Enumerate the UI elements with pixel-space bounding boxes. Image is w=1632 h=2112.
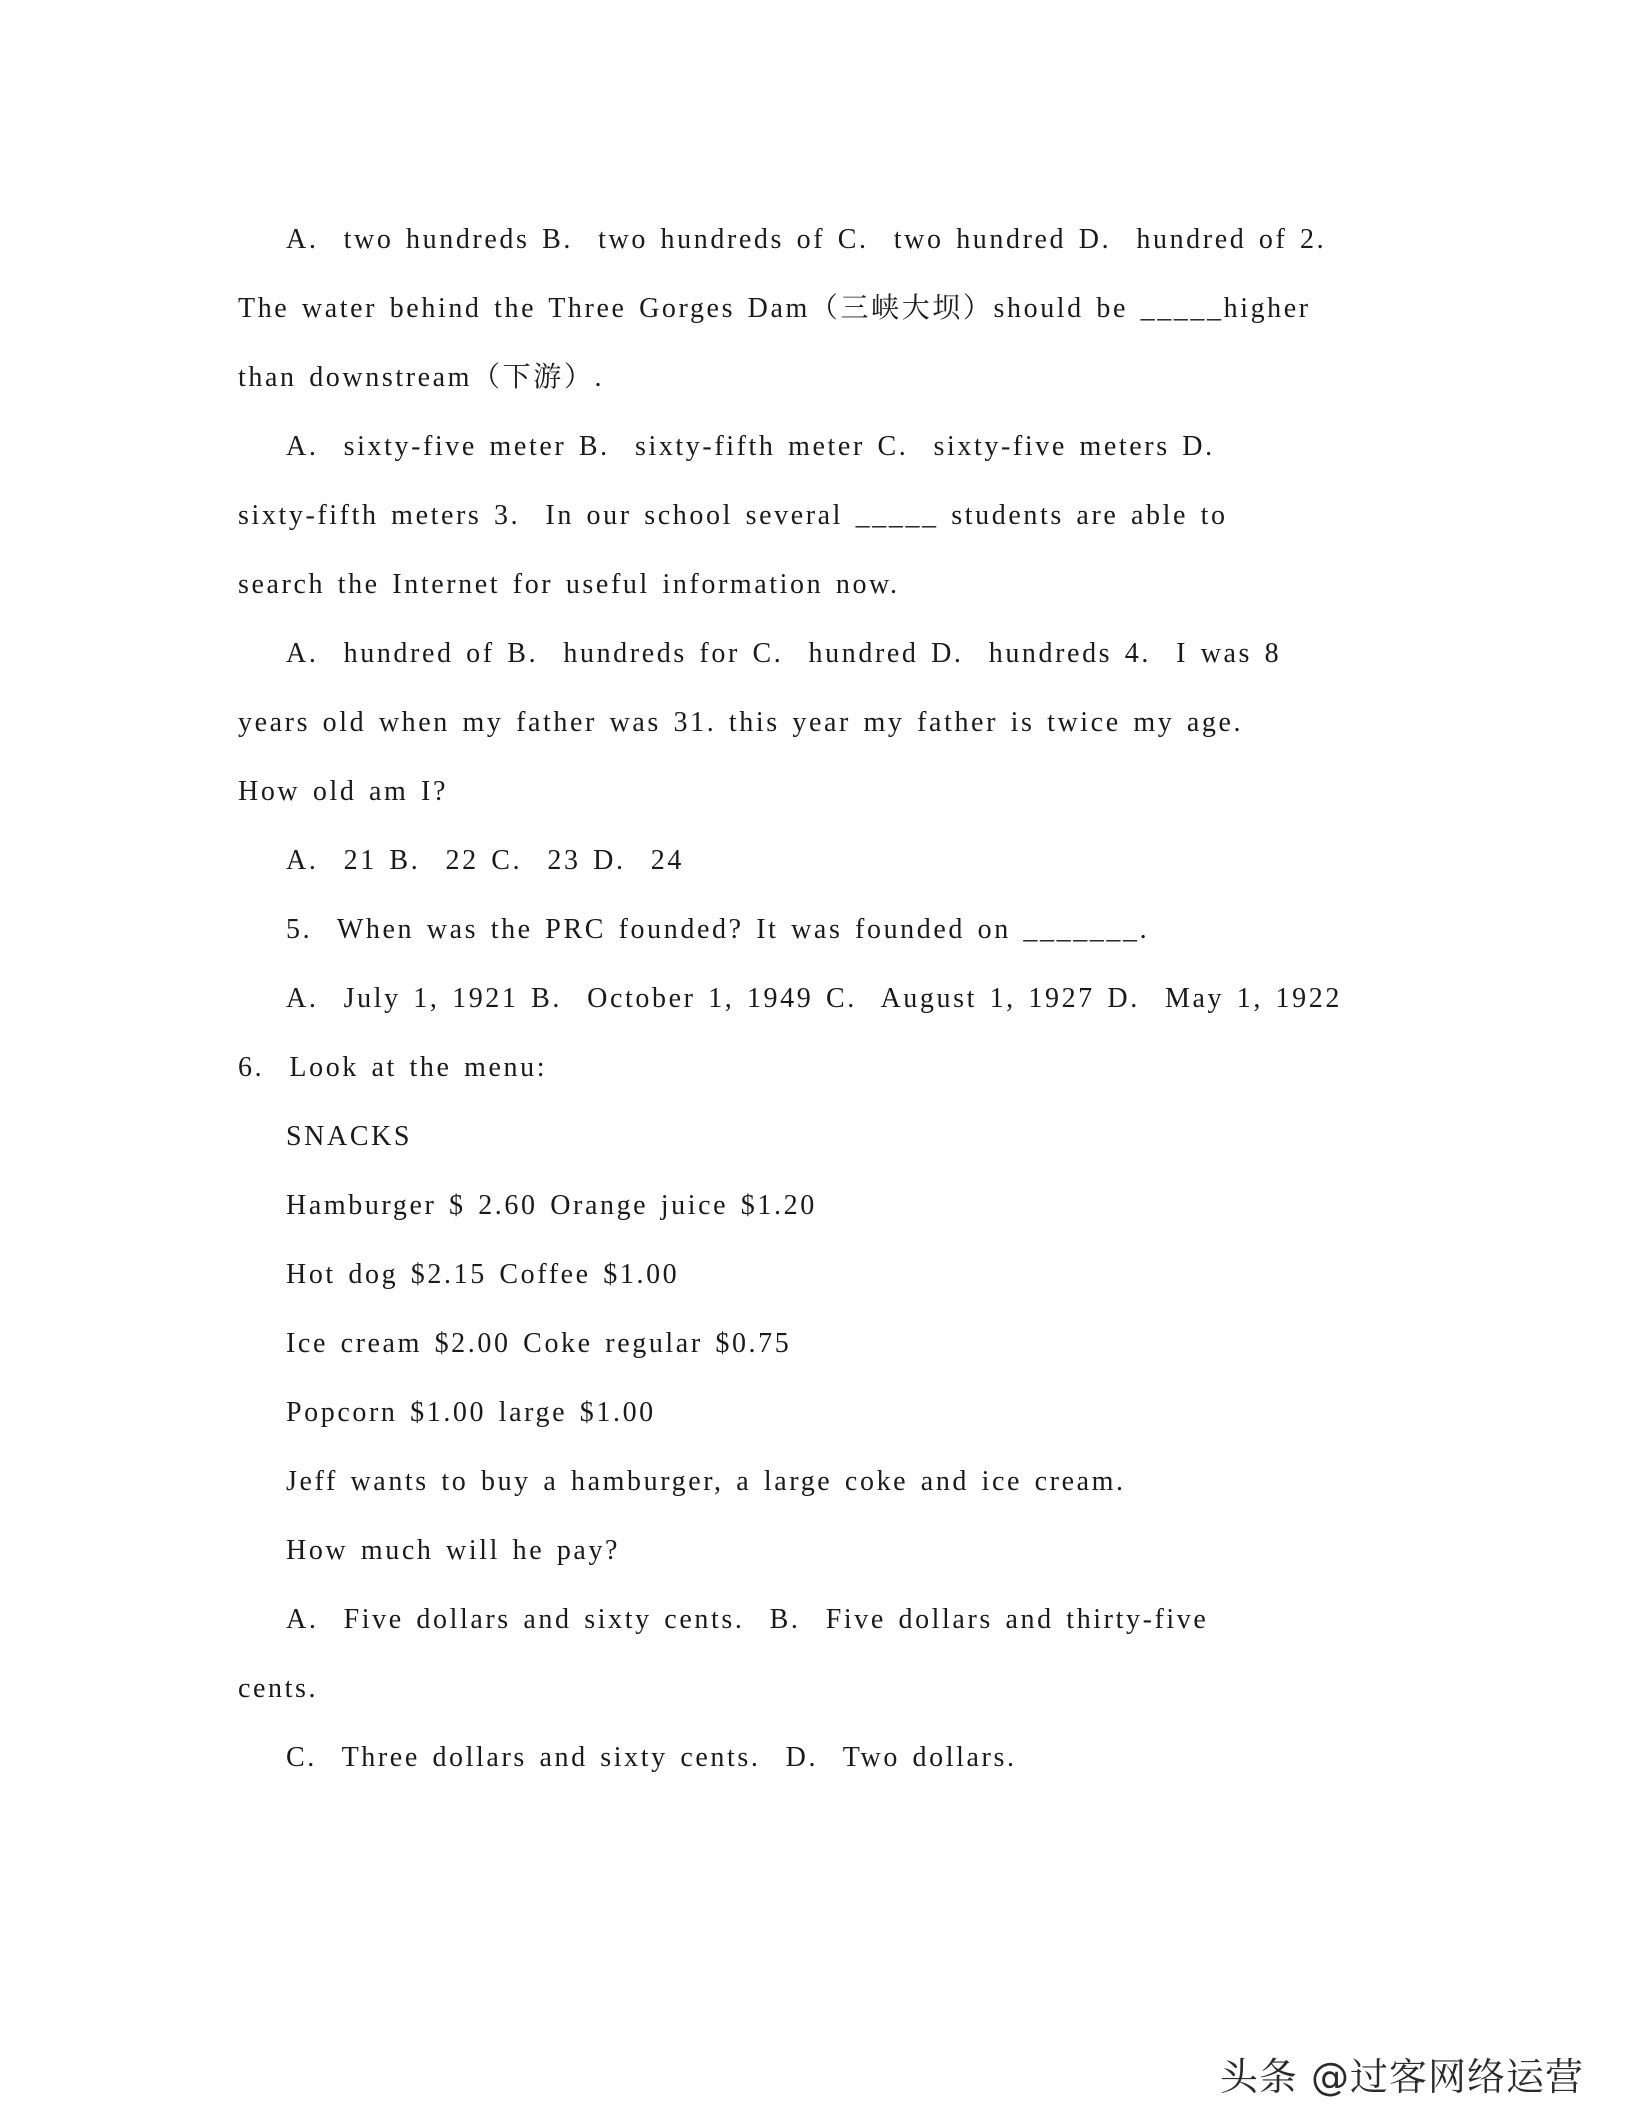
- text-line-15: Hamburger $ 2.60 Orange juice $1.20: [286, 1190, 817, 1221]
- text-line-4: A. sixty-five meter B. sixty-fifth meter C. sixty-five meters D.: [286, 431, 1215, 462]
- text-line-5: sixty-fifth meters 3. In our school several _____ students are able to: [238, 500, 1228, 531]
- text-line-19: Jeff wants to buy a hamburger, a large coke and ice cream.: [286, 1466, 1126, 1497]
- text-line-10: A. 21 B. 22 C. 23 D. 24: [286, 845, 684, 876]
- text-line-6: search the Internet for useful information now.: [238, 569, 900, 600]
- text-line-12: A. July 1, 1921 B. October 1, 1949 C. August 1, 1927 D. May 1, 1922: [286, 983, 1342, 1014]
- text-line-2: The water behind the Three Gorges Dam（三峡大坝）should be _____higher: [238, 293, 1311, 324]
- text-line-20: How much will he pay?: [286, 1535, 621, 1566]
- text-line-14: SNACKS: [286, 1121, 413, 1152]
- text-line-22: cents.: [238, 1673, 319, 1704]
- text-line-13: 6. Look at the menu:: [238, 1052, 548, 1083]
- text-line-9: How old am I?: [238, 776, 448, 807]
- text-line-16: Hot dog $2.15 Coffee $1.00: [286, 1259, 680, 1290]
- text-line-1: A. two hundreds B. two hundreds of C. two hundred D. hundred of 2.: [286, 224, 1327, 255]
- watermark: 头条 @过客网络运营: [1219, 2055, 1584, 2099]
- text-line-17: Ice cream $2.00 Coke regular $0.75: [286, 1328, 792, 1359]
- text-line-7: A. hundred of B. hundreds for C. hundred D. hundreds 4. I was 8: [286, 638, 1282, 669]
- text-line-8: years old when my father was 31. this year my father is twice my age.: [238, 707, 1244, 738]
- text-line-11: 5. When was the PRC founded? It was founded on _______.: [286, 914, 1150, 945]
- text-line-3: than downstream（下游）.: [238, 362, 605, 393]
- text-line-21: A. Five dollars and sixty cents. B. Five dollars and thirty-five: [286, 1604, 1209, 1635]
- text-line-23: C. Three dollars and sixty cents. D. Two dollars.: [286, 1742, 1017, 1773]
- text-line-18: Popcorn $1.00 large $1.00: [286, 1397, 656, 1428]
